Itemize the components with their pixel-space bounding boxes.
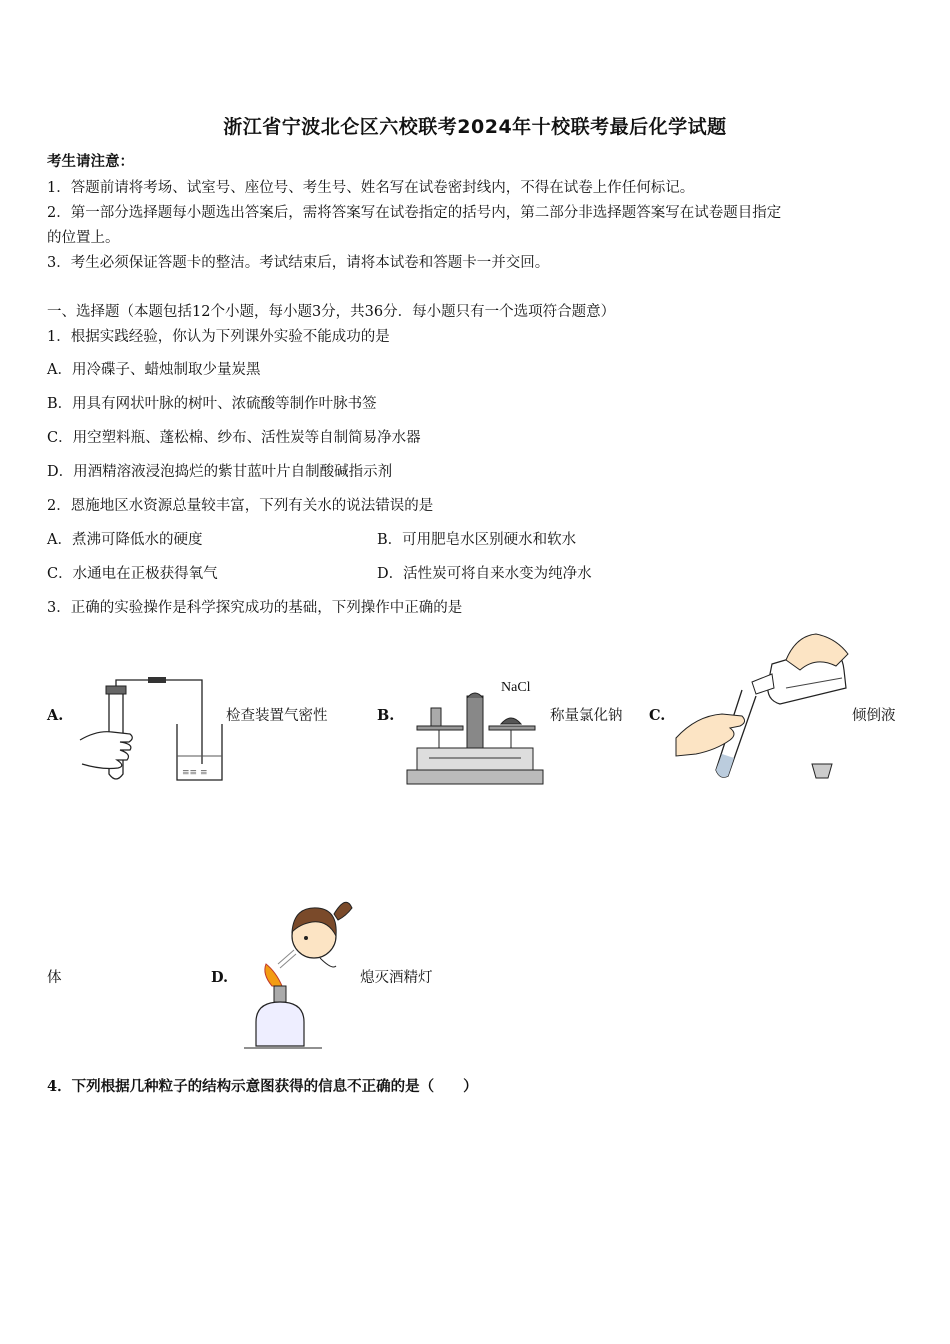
option-a-letter: A. bbox=[47, 707, 64, 724]
question-stem: 4．下列根据几种粒子的结构示意图获得的信息不正确的是（ ） bbox=[47, 1078, 478, 1095]
option-a: A．煮沸可降低水的硬度 bbox=[47, 532, 203, 548]
notice-item: 1．答题前请将考场、试室号、座位号、考生号、姓名写在试卷密封线内，不得在试卷上作任何标记。 bbox=[47, 180, 695, 196]
question-stem: 3．正确的实验操作是科学探究成功的基础，下列操作中正确的是 bbox=[47, 600, 463, 616]
page-title: 浙江省宁波北仑区六校联考2024年十校联考最后化学试题 bbox=[223, 116, 727, 138]
section-heading: 一、选择题（本题包括12个小题，每小题3分，共36分．每小题只有一个选项符合题意） bbox=[47, 304, 616, 320]
option-c-letter: C. bbox=[649, 707, 666, 724]
option-d: D．活性炭可将自来水变为纯净水 bbox=[377, 566, 592, 582]
option-b: B．可用肥皂水区别硬水和软水 bbox=[377, 532, 577, 548]
option-c: C．水通电在正极获得氧气 bbox=[47, 566, 218, 582]
nacl-label: NaCl bbox=[501, 680, 531, 695]
airtightness-check-figure bbox=[72, 672, 232, 787]
notice-item: 2．第一部分选择题每小题选出答案后，需将答案写在试卷指定的括号内，第二部分非选择题答案写在试卷题目指定 bbox=[47, 205, 782, 221]
option-d: D．用酒精溶液浸泡捣烂的紫甘蓝叶片自制酸碱指示剂 bbox=[47, 464, 393, 480]
option-c-caption-continued: 体 bbox=[47, 970, 62, 986]
notice-heading: 考生请注意： bbox=[47, 153, 134, 170]
extinguish-lamp-figure bbox=[242, 886, 362, 1056]
option-b-caption: 称量氯化钠 bbox=[550, 708, 623, 724]
notice-item: 3．考生必须保证答题卡的整洁。考试结束后，请将本试卷和答题卡一并交回。 bbox=[47, 255, 550, 271]
pouring-liquid-figure bbox=[676, 630, 856, 785]
option-b: B．用具有网状叶脉的树叶、浓硫酸等制作叶脉书签 bbox=[47, 396, 377, 412]
svg-text:≡≡ ≡: ≡≡ ≡ bbox=[182, 768, 208, 778]
question-stem: 1．根据实践经验，你认为下列课外实验不能成功的是 bbox=[47, 329, 390, 345]
option-d-letter: D. bbox=[211, 969, 229, 986]
option-a-caption: 检查装置气密性 bbox=[226, 708, 328, 724]
option-a: A．用冷碟子、蜡烛制取少量炭黑 bbox=[47, 362, 261, 378]
notice-item: 的位置上。 bbox=[47, 230, 120, 246]
question-stem: 2．恩施地区水资源总量较丰富，下列有关水的说法错误的是 bbox=[47, 498, 434, 514]
option-b-letter: B. bbox=[377, 707, 395, 724]
option-d-caption: 熄灭酒精灯 bbox=[360, 970, 433, 986]
option-c-caption: 倾倒液 bbox=[852, 708, 896, 724]
option-c: C．用空塑料瓶、蓬松棉、纱布、活性炭等自制简易净水器 bbox=[47, 430, 421, 446]
